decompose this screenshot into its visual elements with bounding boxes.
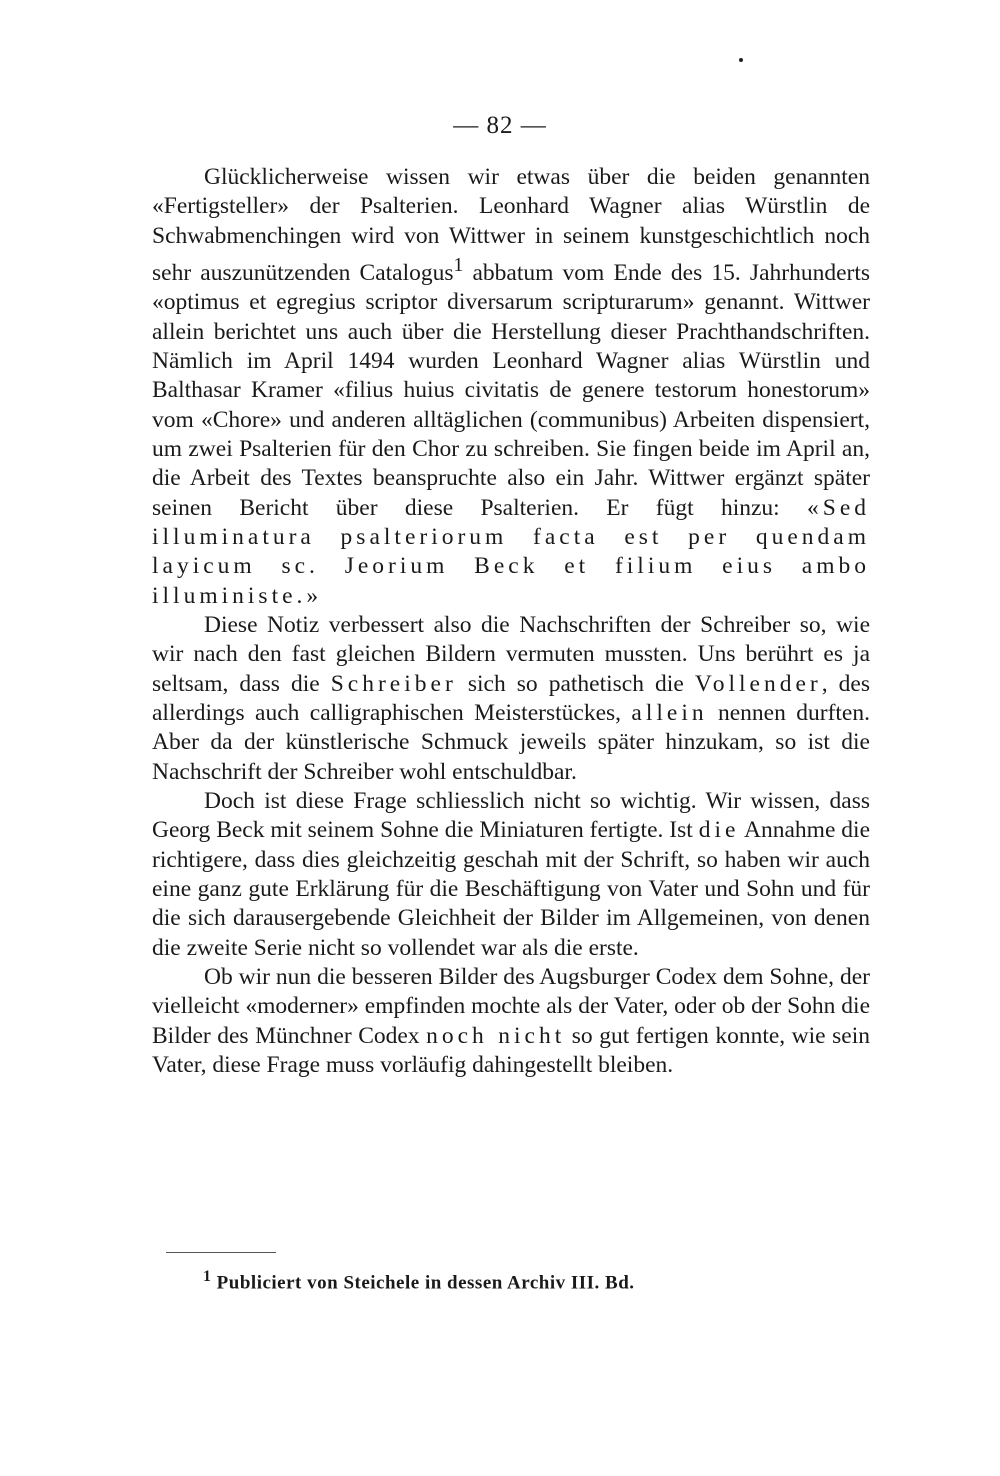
text-segment: so gut fertigen konnte, wie sein Vater, diese Frage muss vorläufig dahingestellt bleiben. xyxy=(152,1022,870,1079)
paragraph-3 xyxy=(152,787,870,963)
emphasis-spaced: allein xyxy=(631,700,708,727)
text-segment: , des allerdings auch calligraphischen Meisterstückes, xyxy=(152,670,871,727)
text-segment: sich so pathetisch die xyxy=(456,670,695,697)
footnote xyxy=(203,1268,635,1294)
text-segment: nennen durften. Aber da der künstlerische Schmuck jeweils später hinzukam, so ist die Nachschrift der Schreiber wohl entschuldbar. xyxy=(152,700,870,785)
emphasis-spaced: Schreiber xyxy=(330,670,457,697)
paragraph-2 xyxy=(152,611,870,787)
footnote-divider xyxy=(166,1252,276,1254)
quoted-latin-spaced: «Sed illuminatura psalteriorum facta est per quendam layicum sc. Jeorium Beck et filium eius ambo illuministe.» xyxy=(152,494,870,609)
footnote-reference: 1 xyxy=(453,255,464,277)
text-segment: Doch ist diese Frage schliesslich nicht so wichtig. Wir wissen, dass Georg Beck mit seinem Sohne die Miniaturen fertigte. Ist xyxy=(152,788,870,844)
paragraph-1 xyxy=(152,163,870,611)
body-text xyxy=(152,163,870,1080)
scan-speck xyxy=(739,58,743,62)
text-segment: Glücklicherweise wissen wir etwas über die beiden genannten «Fertigsteller» der Psalterien. Leonhard Wagner alias Würstlin de Schwabmenchingen wird von Wittwer in seinem kunstgeschichtlich noch sehr auszunützenden Catalogus xyxy=(152,164,870,286)
emphasis-spaced: Vollender xyxy=(694,670,822,697)
footnote-text: Publiciert von Steichele in dessen Archiv III. Bd. xyxy=(216,1272,635,1294)
text-segment: Diese Notiz verbessert also die Nachschriften der Schreiber so, wie wir nach den fast gleichen Bildern vermuten mussten. Uns berührt es ja seltsam, dass die xyxy=(152,611,870,697)
paragraph-4 xyxy=(152,963,870,1080)
text-segment: Annahme die richtigere, dass dies gleichzeitig geschah mit der Schrift, so haben wir auch eine ganz gute Erklärung für die Beschäftigung von Vater und Sohn und für die sich darausergebende Gleichheit der Bilder im Allgemeinen, von denen die zweite Serie nicht so vollendet war als die erste. xyxy=(152,817,870,961)
text-segment: abbatum vom Ende des 15. Jahrhunderts «optimus et egregius scriptor diversarum scripturarum» genannt. Wittwer allein berichtet uns auch über die Herstellung dieser Prachthandschriften. Nämlich im April 1494 wurden Leonhard Wagner alias Würstlin und Balthasar Kramer «filius huius civitatis de genere testorum honestorum» vom «Chore» und anderen alltäglichen (communibus) Arbeiten dispensiert, um zwei Psalterien für den Chor zu schreiben. Sie fingen beide im April an, die Arbeit des Textes beanspruchte also ein Jahr. Wittwer ergänzt später seinen Bericht über diese Psalterien. Er fügt hinzu: xyxy=(152,259,871,521)
emphasis-spaced: die xyxy=(698,817,740,844)
emphasis-spaced: noch nicht xyxy=(426,1022,566,1049)
page-number: — 82 — xyxy=(453,112,547,139)
text-segment: Ob wir nun die besseren Bilder des Augsburger Codex dem Sohne, der vielleicht «moderner» empfinden mochte als der Vater, oder ob der Sohn die Bilder des Münchner Codex xyxy=(152,964,870,1049)
footnote-marker: 1 xyxy=(203,1268,212,1285)
